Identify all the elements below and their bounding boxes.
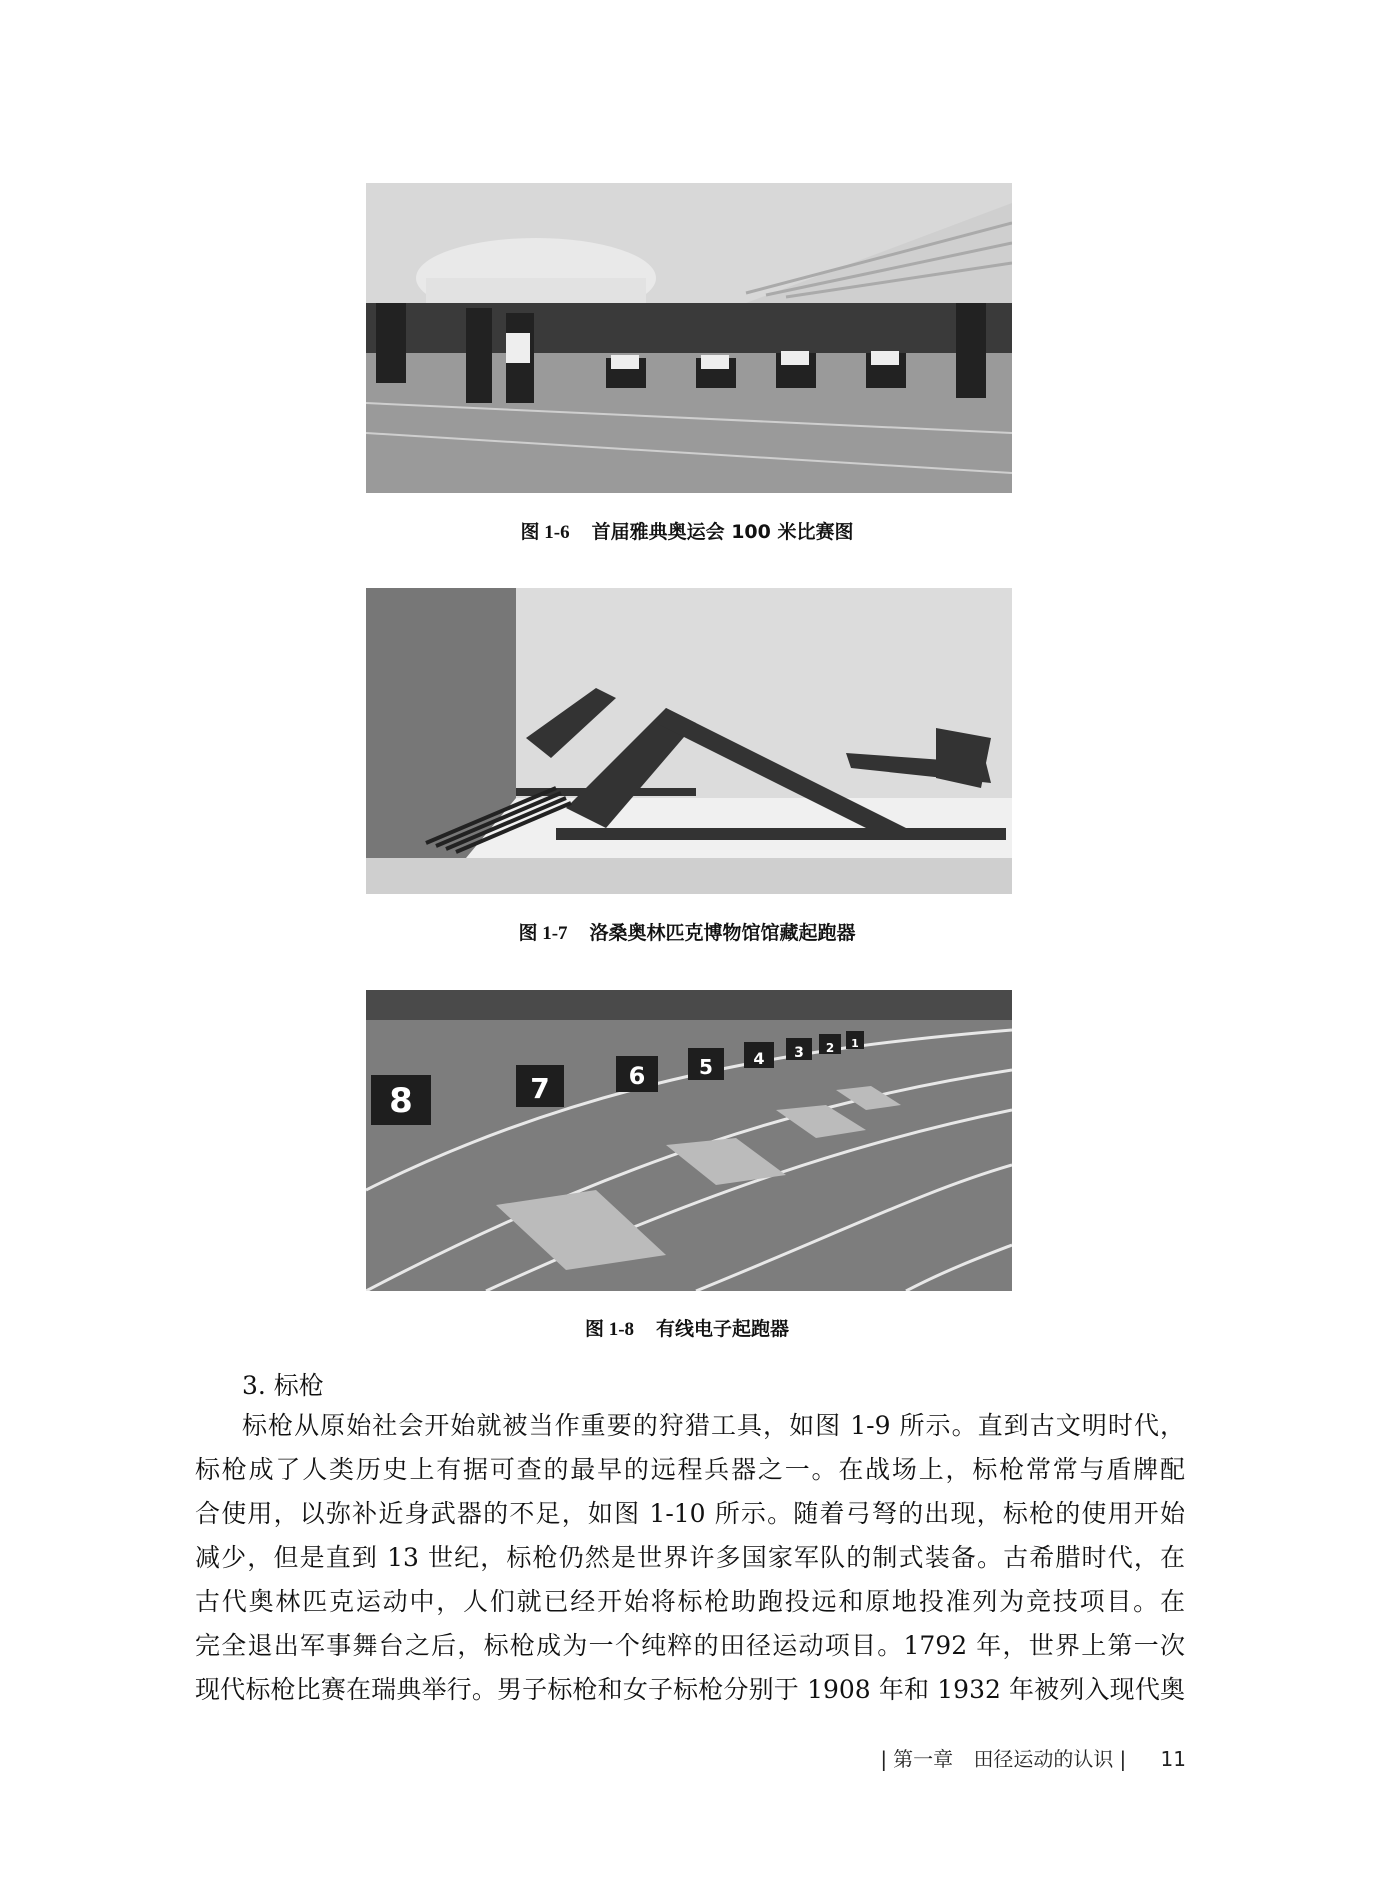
paragraph-line: 标枪成了人类历史上有据可查的最早的远程兵器之一。在战场上，标枪常常与盾牌配 — [195, 1455, 1185, 1484]
footer-divider: | — [880, 1747, 888, 1771]
lane-number-8: 8 — [389, 1081, 413, 1121]
figure-1-6-title: 首届雅典奥运会 100 米比赛图 — [591, 521, 854, 543]
lane-number-2: 2 — [825, 1041, 835, 1055]
figure-1-8-caption — [0, 1314, 1374, 1341]
figure-1-7-caption — [0, 918, 1374, 945]
figure-1-6-number: 图 1-6 — [520, 522, 570, 543]
page-number: 11 — [1160, 1747, 1186, 1771]
lane-number-3: 3 — [794, 1045, 804, 1061]
footer-chapter: 第一章 — [893, 1747, 954, 1771]
figure-1-8-title: 有线电子起跑器 — [656, 1318, 790, 1340]
footer-chapter-title: 田径运动的认识 — [973, 1747, 1114, 1771]
lane-number-1: 1 — [851, 1037, 859, 1050]
paragraph-line: 标枪从原始社会开始就被当作重要的狩猎工具，如图 1-9 所示。直到古文明时代， — [242, 1411, 1185, 1440]
figure-1-7-title: 洛桑奥林匹克博物馆馆藏起跑器 — [589, 922, 856, 944]
figure-1-7-photo — [366, 588, 1012, 894]
paragraph-line: 减少，但是直到 13 世纪，标枪仍然是世界许多国家军队的制式装备。古希腊时代，在 — [195, 1543, 1185, 1572]
lane-number-4: 4 — [753, 1049, 765, 1068]
paragraph-line: 古代奥林匹克运动中，人们就已经开始将标枪助跑投远和原地投准列为竞技项目。在 — [195, 1587, 1185, 1616]
paragraph-line: 现代标枪比赛在瑞典举行。男子标枪和女子标枪分别于 1908 年和 1932 年被列入现代奥 — [195, 1675, 1185, 1704]
body-paragraph — [195, 1404, 1185, 1712]
paragraph-line: 完全退出军事舞台之后，标枪成为一个纯粹的田径运动项目。1792 年，世界上第一次 — [195, 1631, 1185, 1660]
lane-number-7: 7 — [530, 1072, 550, 1105]
lane-number-6: 6 — [628, 1062, 646, 1090]
section-heading: 3. 标枪 — [242, 1371, 324, 1400]
page-footer — [874, 1743, 1186, 1772]
footer-divider: | — [1119, 1747, 1127, 1771]
figure-1-6-caption — [0, 517, 1374, 544]
figure-1-8-photo — [366, 990, 1012, 1291]
figure-1-6-photo — [366, 183, 1012, 493]
figure-1-7-number: 图 1-7 — [518, 923, 568, 944]
paragraph-line: 合使用，以弥补近身武器的不足，如图 1-10 所示。随着弓弩的出现，标枪的使用开始 — [195, 1499, 1185, 1528]
lane-number-5: 5 — [699, 1055, 713, 1079]
figure-1-8-number: 图 1-8 — [584, 1319, 635, 1340]
